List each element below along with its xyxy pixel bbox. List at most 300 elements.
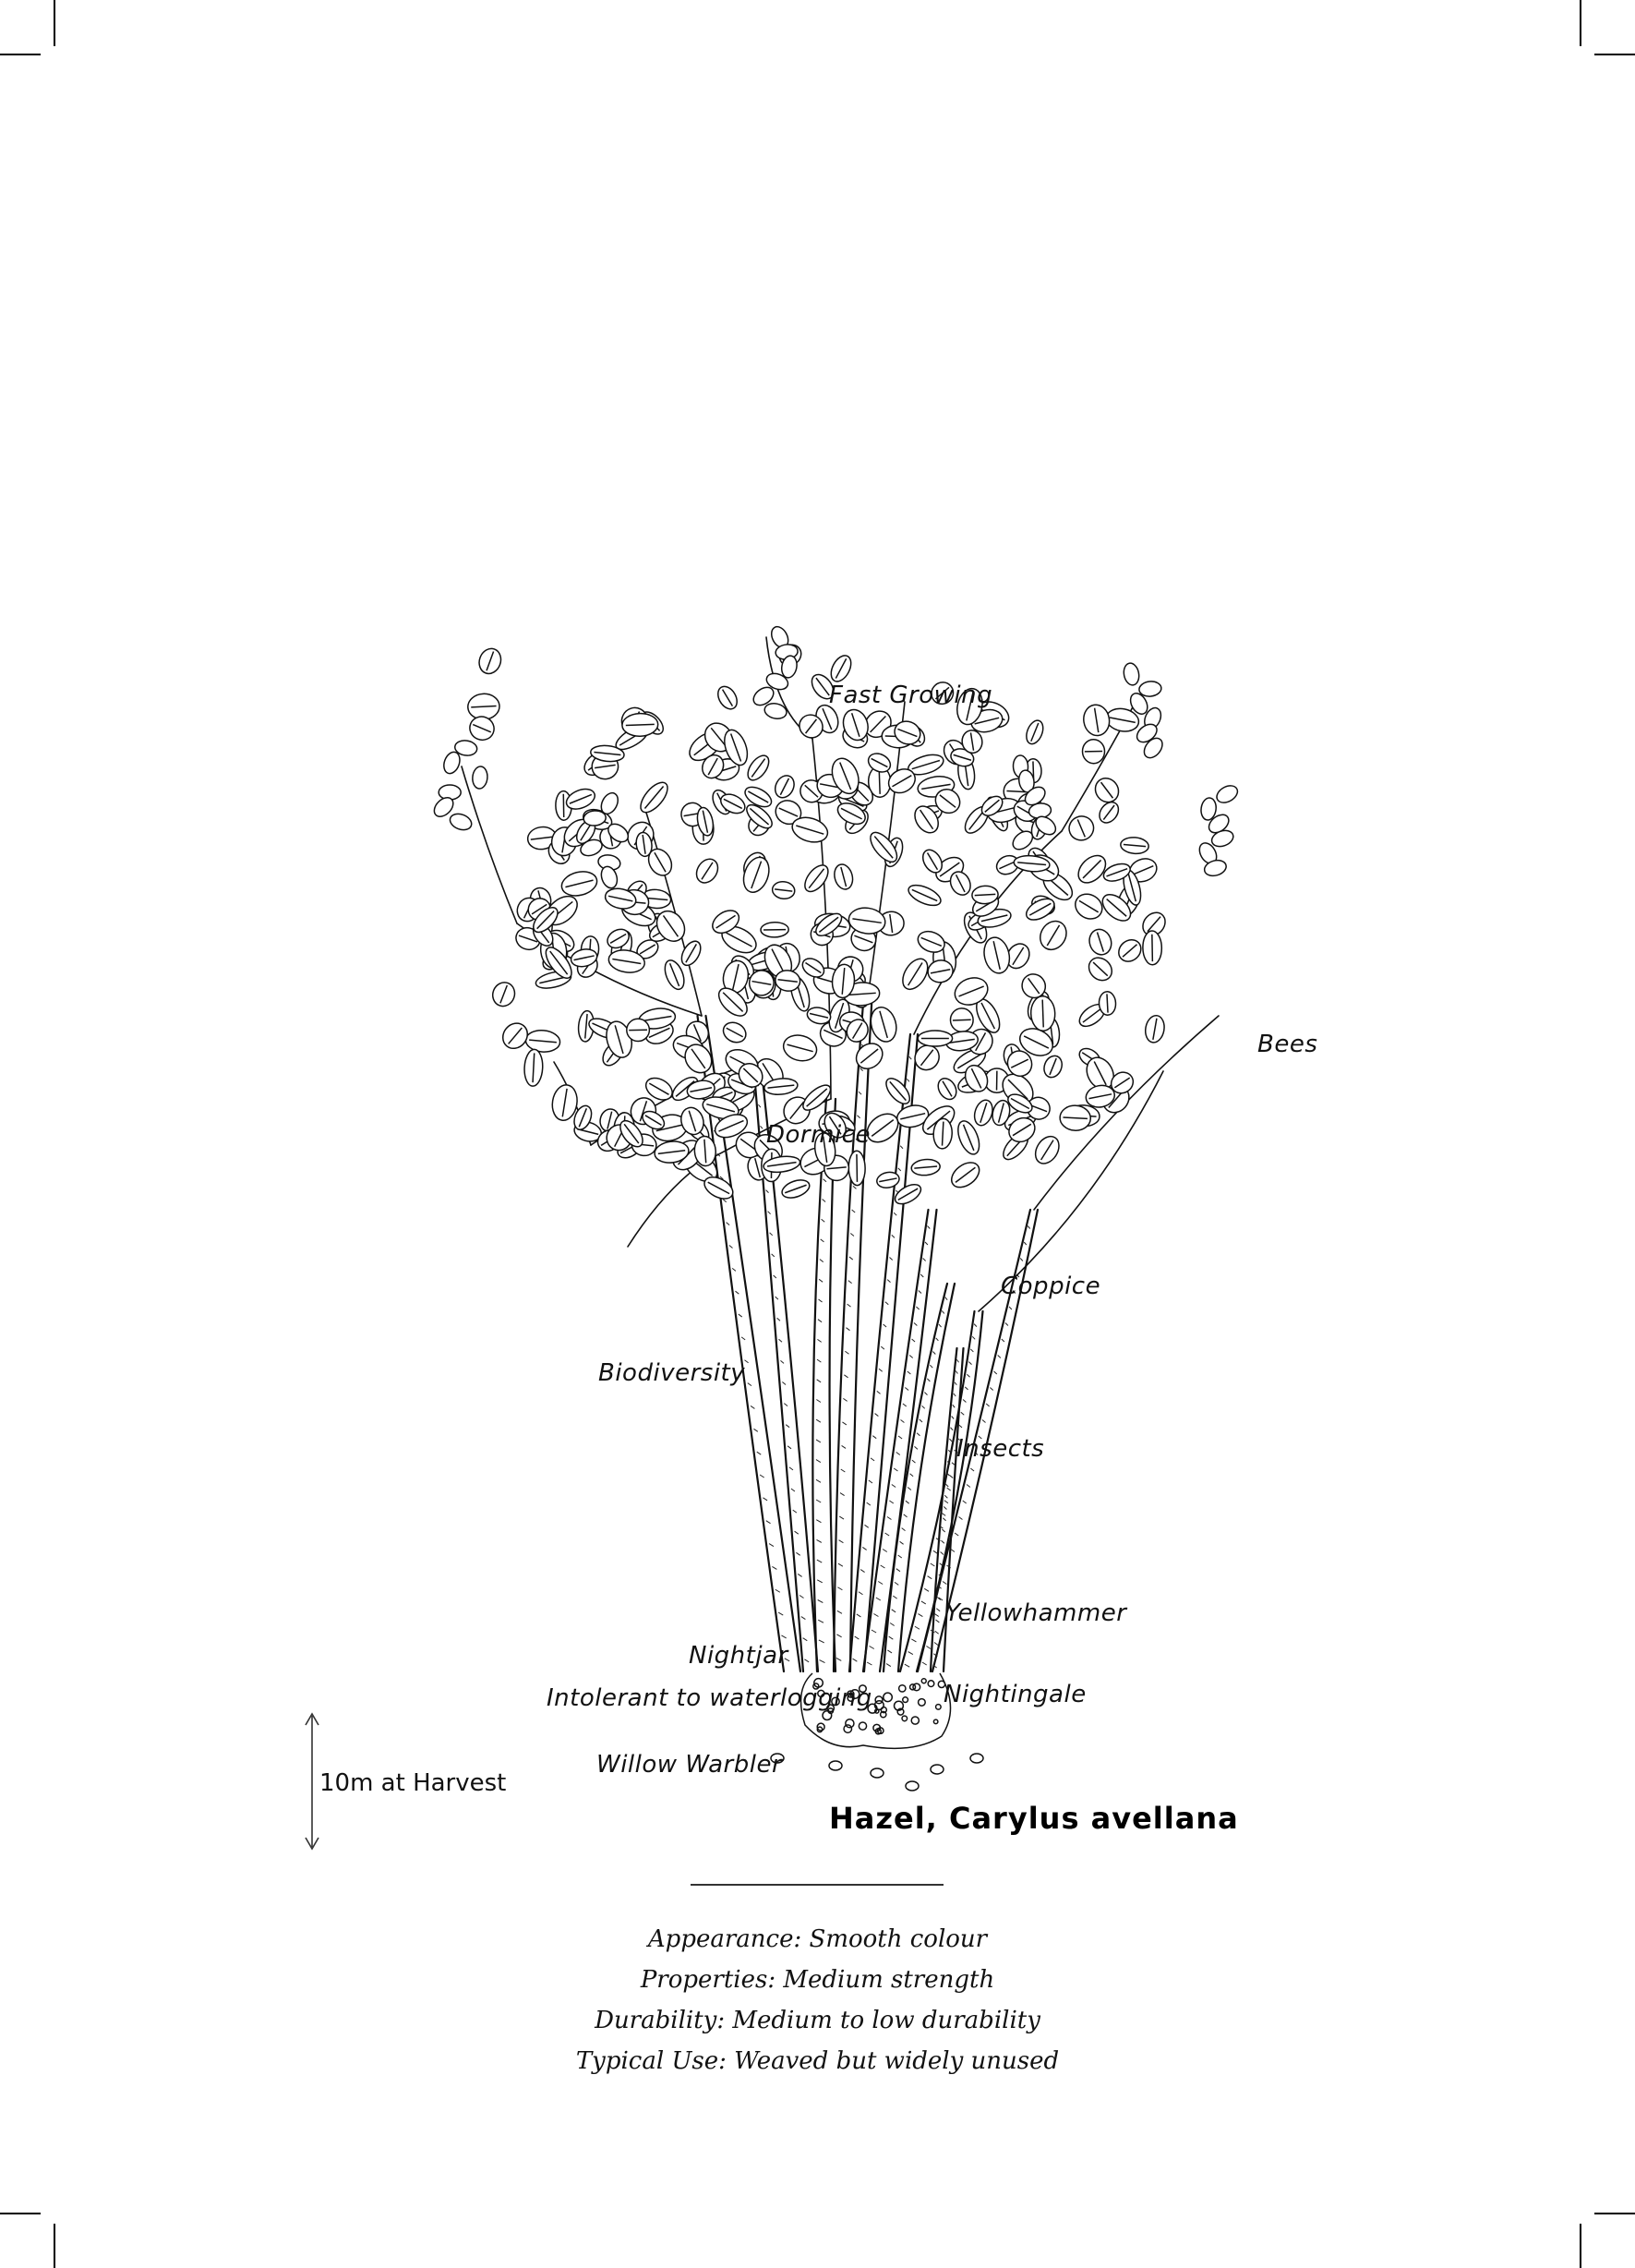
leaf xyxy=(1023,718,1046,747)
bark-mark xyxy=(784,1404,787,1406)
bark-mark xyxy=(886,1664,891,1667)
bark-mark xyxy=(821,1239,824,1242)
bark-mark xyxy=(819,1299,823,1302)
bark-mark xyxy=(918,1614,922,1617)
leaf xyxy=(832,863,855,891)
bark-mark xyxy=(944,1495,947,1498)
label-dormice: Dormice xyxy=(766,1121,871,1149)
bark-mark xyxy=(820,1660,825,1663)
leaf xyxy=(498,1019,533,1054)
bark-mark xyxy=(972,1336,975,1339)
bark-mark xyxy=(816,1400,821,1403)
bark-mark xyxy=(943,1518,945,1521)
bark-mark xyxy=(955,1533,958,1536)
bark-mark xyxy=(927,1379,930,1381)
leaf xyxy=(875,1170,900,1189)
leaf xyxy=(744,752,774,784)
leaf xyxy=(1090,774,1123,807)
bark-mark xyxy=(956,1359,958,1362)
property-properties: Properties: Medium strength xyxy=(640,1966,995,1994)
bark-mark xyxy=(963,1501,967,1503)
bark-mark xyxy=(953,1405,955,1407)
bark-mark xyxy=(795,1531,799,1534)
bark-mark xyxy=(934,1614,939,1617)
bark-mark xyxy=(941,1540,944,1543)
bark-mark xyxy=(778,1612,783,1615)
bark-mark xyxy=(893,1596,896,1598)
bark-mark xyxy=(934,1643,938,1646)
bark-mark xyxy=(793,1510,797,1513)
fallen-nut xyxy=(931,1765,944,1774)
bark-mark xyxy=(853,1186,856,1188)
bark-mark xyxy=(928,1576,932,1579)
bark-mark xyxy=(895,1582,898,1585)
bark-mark xyxy=(951,1550,955,1552)
root-texture xyxy=(884,1693,892,1701)
bark-mark xyxy=(751,1405,754,1408)
leaf xyxy=(1071,889,1107,923)
bark-mark xyxy=(876,1598,881,1600)
bark-mark xyxy=(729,1246,733,1249)
bark-mark xyxy=(769,1544,774,1547)
bark-mark xyxy=(816,1500,821,1502)
leaf xyxy=(848,1151,865,1186)
leaf xyxy=(911,1158,941,1176)
bark-mark xyxy=(842,1422,846,1425)
root-texture xyxy=(921,1679,926,1683)
bark-mark xyxy=(922,1405,925,1408)
root-texture xyxy=(928,1681,934,1687)
bark-mark xyxy=(911,1639,916,1642)
leaf xyxy=(1082,739,1104,763)
leaf xyxy=(800,862,833,896)
bark-mark xyxy=(862,1547,866,1550)
leaf xyxy=(627,1019,650,1042)
leaf xyxy=(980,935,1013,975)
bark-mark xyxy=(905,1664,909,1667)
bark-mark xyxy=(990,1388,992,1391)
stem-outline-6 xyxy=(834,997,864,1671)
divider xyxy=(691,1884,944,1886)
bark-mark xyxy=(859,1092,861,1094)
bark-mark xyxy=(817,1580,823,1583)
bark-mark xyxy=(824,1179,826,1182)
leaf xyxy=(1085,953,1117,985)
bark-mark xyxy=(887,1517,891,1520)
bark-mark xyxy=(871,1458,874,1461)
root-texture xyxy=(911,1717,919,1724)
bark-mark xyxy=(817,1339,821,1342)
bark-mark xyxy=(941,1552,944,1555)
leaf xyxy=(559,868,600,899)
bark-mark xyxy=(912,1339,915,1342)
bark-mark xyxy=(846,1328,849,1331)
bark-mark xyxy=(924,1393,927,1395)
bark-mark xyxy=(974,1324,977,1327)
label-bees: Bees xyxy=(1257,1031,1318,1058)
root-texture xyxy=(902,1716,908,1721)
bark-mark xyxy=(914,1323,917,1326)
bark-mark xyxy=(933,1550,937,1553)
bark-mark xyxy=(844,1375,848,1378)
bark-mark xyxy=(919,1291,921,1294)
bark-mark xyxy=(879,1369,883,1371)
bark-mark xyxy=(849,1257,853,1260)
bark-mark xyxy=(898,1555,902,1558)
bark-mark xyxy=(822,1219,825,1222)
leaf xyxy=(799,1080,835,1114)
leaf xyxy=(1099,991,1116,1015)
bark-mark xyxy=(753,1429,757,1431)
bark-mark xyxy=(951,1428,954,1430)
bark-mark xyxy=(967,1485,970,1488)
leaf xyxy=(781,1031,820,1065)
bark-mark xyxy=(818,1620,824,1623)
stem-outline-11 xyxy=(880,1210,937,1671)
bark-mark xyxy=(766,1190,769,1193)
bark-mark xyxy=(803,1638,808,1641)
bark-mark xyxy=(956,1371,957,1374)
bark-mark xyxy=(872,1436,876,1439)
bark-mark xyxy=(958,1425,962,1428)
bark-mark xyxy=(838,1563,843,1566)
label-intolerant: Intolerant to waterlogging xyxy=(547,1684,872,1712)
bark-mark xyxy=(817,1380,821,1382)
leaf xyxy=(472,766,488,789)
bark-mark xyxy=(898,1168,901,1171)
bark-mark xyxy=(878,1582,883,1585)
bark-mark xyxy=(885,1533,890,1536)
bark-mark xyxy=(816,1419,821,1422)
root-texture xyxy=(899,1685,906,1692)
bark-mark xyxy=(804,1659,809,1662)
bark-mark xyxy=(909,1056,911,1059)
bark-mark xyxy=(757,1452,761,1454)
bark-mark xyxy=(782,1382,786,1385)
bark-mark xyxy=(870,1647,874,1649)
bark-mark xyxy=(903,1404,907,1406)
bark-mark xyxy=(837,1587,842,1590)
bark-mark xyxy=(889,1258,892,1261)
bark-mark xyxy=(942,1529,944,1532)
bark-mark xyxy=(967,1374,969,1377)
bark-mark xyxy=(905,1388,908,1391)
leaf xyxy=(678,938,704,969)
bark-mark xyxy=(774,1275,776,1278)
bark-mark xyxy=(841,1469,846,1472)
leaf xyxy=(772,772,798,801)
bark-mark xyxy=(892,1610,896,1612)
bark-mark xyxy=(949,1475,953,1478)
bark-mark xyxy=(741,1337,745,1340)
bark-mark xyxy=(798,1574,801,1576)
bark-mark xyxy=(777,1318,780,1321)
bark-mark xyxy=(889,1501,893,1503)
bark-mark xyxy=(915,1446,918,1449)
scale-arrow xyxy=(306,1714,319,1849)
leaf xyxy=(475,645,504,677)
leaf xyxy=(950,1007,973,1031)
bark-mark xyxy=(908,1488,911,1490)
leaf xyxy=(761,922,788,937)
leaf xyxy=(934,1075,960,1103)
leaf xyxy=(1143,931,1162,965)
bark-mark xyxy=(843,1398,847,1401)
bark-mark xyxy=(873,1614,878,1617)
bark-mark xyxy=(961,1412,964,1415)
bark-mark xyxy=(885,1302,888,1305)
bark-mark xyxy=(823,1200,826,1202)
fallen-nut xyxy=(906,1781,919,1791)
bark-mark xyxy=(842,1445,846,1448)
bark-mark xyxy=(915,1626,920,1629)
leaf xyxy=(772,880,796,899)
bark-mark xyxy=(921,1601,926,1604)
bark-mark xyxy=(924,1588,929,1591)
bark-mark xyxy=(857,1116,860,1118)
label-coppice: Coppice xyxy=(1001,1273,1101,1300)
bark-mark xyxy=(925,1242,928,1245)
bark-mark xyxy=(884,1324,886,1327)
fallen-nut xyxy=(829,1761,842,1770)
bark-mark xyxy=(936,1338,939,1341)
bark-mark xyxy=(1002,1339,1004,1342)
bark-mark xyxy=(775,1297,778,1299)
bark-mark xyxy=(936,1609,940,1611)
leaf xyxy=(621,713,658,737)
leaf xyxy=(918,1031,952,1046)
bark-mark xyxy=(787,1446,791,1449)
leaf xyxy=(851,1038,887,1073)
leaf xyxy=(1081,703,1111,737)
leaf xyxy=(739,854,774,897)
leaf xyxy=(523,1049,544,1087)
bark-mark xyxy=(801,1617,806,1620)
leaf xyxy=(1214,782,1241,806)
bark-mark xyxy=(883,1550,887,1552)
bark-mark xyxy=(887,1650,892,1653)
bark-mark xyxy=(944,1507,946,1510)
leaf xyxy=(448,811,474,832)
bark-mark xyxy=(922,1662,927,1665)
bark-mark xyxy=(906,1501,909,1503)
bark-mark xyxy=(881,1565,885,1568)
root-texture xyxy=(936,1705,942,1710)
bark-mark xyxy=(986,1404,989,1406)
leaf xyxy=(971,886,998,905)
bark-mark xyxy=(855,1636,860,1639)
bark-mark xyxy=(970,1349,973,1352)
label-nightjar: Nightjar xyxy=(689,1642,788,1670)
properties-list xyxy=(0,1919,1635,2081)
bark-mark xyxy=(939,1324,942,1327)
bark-mark xyxy=(786,1425,789,1428)
bark-mark xyxy=(850,1234,854,1237)
scale-label: 10m at Harvest xyxy=(319,1769,507,1797)
bark-mark xyxy=(945,1484,948,1487)
bark-mark xyxy=(817,1560,822,1562)
bark-mark xyxy=(920,1274,923,1277)
bark-mark xyxy=(766,1521,771,1524)
bark-mark xyxy=(930,1365,932,1368)
bark-mark xyxy=(775,1589,780,1592)
leaf xyxy=(715,683,741,713)
leaf xyxy=(524,1029,560,1053)
fallen-nut xyxy=(970,1754,983,1763)
property-appearance: Appearance: Smooth colour xyxy=(647,1925,988,1953)
leaf xyxy=(1143,1014,1166,1044)
bark-mark xyxy=(840,1493,845,1496)
bark-mark xyxy=(881,1346,884,1349)
bark-mark xyxy=(760,1126,763,1128)
fallen-nut xyxy=(871,1768,884,1778)
bark-mark xyxy=(947,1488,951,1490)
bark-mark xyxy=(867,1502,871,1505)
bark-mark xyxy=(1028,1226,1029,1229)
leaf xyxy=(1030,995,1055,1031)
bark-mark xyxy=(998,1356,1001,1358)
bark-mark xyxy=(872,1630,876,1633)
label-yellowhammer: Yellowhammer xyxy=(945,1599,1127,1627)
root-texture xyxy=(919,1699,926,1707)
bark-mark xyxy=(994,1371,997,1374)
leaf xyxy=(720,1019,750,1046)
bark-mark xyxy=(917,1433,920,1436)
bark-mark xyxy=(908,1371,911,1374)
bark-mark xyxy=(982,1420,985,1423)
bark-mark xyxy=(965,1387,968,1390)
bark-mark xyxy=(907,1079,909,1081)
bark-mark xyxy=(816,1479,821,1482)
bark-mark xyxy=(942,1513,945,1515)
bark-mark xyxy=(908,1652,913,1655)
bark-mark xyxy=(860,1068,863,1071)
bark-mark xyxy=(860,1570,864,1573)
bark-mark xyxy=(867,1662,872,1665)
bark-mark xyxy=(920,1419,922,1422)
bark-mark xyxy=(1005,1323,1008,1326)
root-texture xyxy=(846,1719,854,1728)
bark-mark xyxy=(732,1268,736,1271)
bark-mark xyxy=(898,1436,902,1439)
bark-mark xyxy=(848,1304,851,1307)
leaf xyxy=(897,955,932,995)
bark-mark xyxy=(736,1291,739,1294)
label-insects: Insects xyxy=(956,1435,1045,1463)
bark-mark xyxy=(901,1420,905,1423)
bark-mark xyxy=(943,1582,946,1585)
label-willow-warbler: Willow Warbler xyxy=(596,1751,783,1779)
property-durability: Durability: Medium to low durability xyxy=(595,2007,1040,2034)
bark-mark xyxy=(739,1314,742,1317)
bark-mark xyxy=(892,1235,895,1237)
bark-mark xyxy=(799,1596,804,1598)
bark-mark xyxy=(900,1541,904,1544)
bark-mark xyxy=(894,1212,896,1215)
bark-mark xyxy=(942,1310,944,1313)
bark-mark xyxy=(816,1460,821,1463)
bark-mark xyxy=(927,1226,930,1229)
root-texture xyxy=(859,1722,866,1730)
bark-mark xyxy=(818,1600,824,1603)
leaf xyxy=(906,881,944,910)
leaf xyxy=(1073,850,1111,888)
bark-mark xyxy=(923,1259,926,1261)
bark-mark xyxy=(780,1360,784,1363)
bark-mark xyxy=(818,1320,822,1322)
bark-mark xyxy=(817,1539,822,1542)
bark-mark xyxy=(916,1307,919,1309)
branch-12 xyxy=(628,1164,702,1247)
leaf xyxy=(1114,935,1145,966)
bark-mark xyxy=(912,1460,915,1463)
bark-mark xyxy=(845,1351,848,1354)
bark-mark xyxy=(848,1281,852,1284)
bark-mark xyxy=(781,1635,786,1638)
bark-mark xyxy=(791,1489,795,1491)
bark-mark xyxy=(816,1520,821,1523)
bark-mark xyxy=(836,1635,841,1637)
bark-mark xyxy=(779,1339,782,1342)
bark-mark xyxy=(836,1658,841,1660)
bark-mark xyxy=(1009,1307,1012,1309)
bark-mark xyxy=(859,1592,863,1595)
bark-mark xyxy=(837,1611,842,1613)
bark-mark xyxy=(945,1297,947,1300)
bark-mark xyxy=(896,1453,900,1455)
property-typical-use: Typical Use: Weaved but widely unused xyxy=(575,2047,1060,2075)
bark-mark xyxy=(890,1623,895,1626)
label-biodiversity: Biodiversity xyxy=(598,1359,746,1387)
leaf xyxy=(779,1176,811,1201)
bark-mark xyxy=(968,1362,971,1365)
bark-mark xyxy=(926,1647,931,1649)
leaf xyxy=(636,778,673,816)
bark-mark xyxy=(748,1383,751,1386)
bark-mark xyxy=(1024,1242,1027,1245)
root-texture xyxy=(903,1697,908,1703)
leaf xyxy=(1087,926,1115,958)
bark-mark xyxy=(958,1517,962,1520)
leaf xyxy=(947,1157,984,1192)
bark-mark xyxy=(904,1514,908,1517)
leaf xyxy=(827,652,855,684)
bark-mark xyxy=(954,1393,956,1396)
label-fast-growing: Fast Growing xyxy=(829,682,993,709)
bark-mark xyxy=(760,1475,764,1478)
bark-mark xyxy=(839,1540,844,1543)
leaf xyxy=(865,750,894,776)
root-texture xyxy=(844,1725,851,1732)
leaf xyxy=(1122,662,1140,687)
bark-mark xyxy=(875,1414,879,1417)
bark-mark xyxy=(758,1104,761,1107)
root-texture xyxy=(823,1711,832,1720)
bark-mark xyxy=(877,1391,881,1393)
bark-mark xyxy=(932,1352,935,1355)
bark-mark xyxy=(970,1468,974,1471)
bark-mark xyxy=(931,1563,935,1566)
leaf xyxy=(1138,681,1162,697)
bark-mark xyxy=(955,1382,956,1385)
bark-mark xyxy=(852,1210,856,1212)
leaf xyxy=(489,979,518,1009)
leaf xyxy=(1041,1053,1065,1080)
bark-mark xyxy=(936,1620,940,1623)
bark-mark xyxy=(887,1280,890,1283)
bark-mark xyxy=(819,1279,823,1282)
bark-mark xyxy=(763,1498,767,1501)
